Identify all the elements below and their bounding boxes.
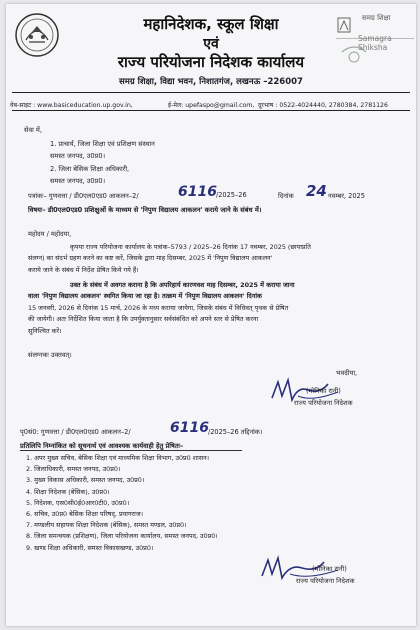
body-paragraph-1 bbox=[28, 242, 400, 276]
closing: भवदीया, bbox=[336, 369, 358, 377]
header-title-line2: एवं bbox=[203, 36, 219, 52]
copy-signer-title: राज्य परियोजना निदेशक bbox=[296, 577, 355, 585]
list-item: 8. जिला समन्वयक (प्रशिक्षण), जिला परियोजना कार्यालय, समस्त जनपद, उ0प्र0। bbox=[26, 532, 218, 541]
letter-page bbox=[6, 4, 416, 626]
list-item: 9. खण्ड शिक्षा अधिकारी, समस्त विकासखण्ड, उ0प्र0। bbox=[26, 543, 154, 552]
copy-reference-prefix: पृ0सं0: गुणवत्ता / डी0एल0एड0 आकलन–2/ bbox=[20, 428, 131, 436]
list-item: 1. अपर मुख्य सचिव, बेसिक शिक्षा एवं माध्यमिक शिक्षा विभाग, उ0प्र0 शासन। bbox=[26, 454, 210, 462]
to-label: सेवा में, bbox=[24, 126, 42, 134]
copy-reference-suffix: /2025–26 तद्दिनांक। bbox=[208, 428, 263, 436]
date-label: दिनांक bbox=[278, 192, 294, 200]
header-divider-top bbox=[12, 92, 410, 93]
paragraph-line: वाला 'निपुण विद्यालय आकलन' स्थगित किया जा रहा है। तत्क्रम में 'निपुण विद्यालय आकलन' दिनांक bbox=[28, 292, 262, 301]
salutation: महोदय / महोदया, bbox=[28, 230, 72, 238]
paragraph-line: 15 जनवरी, 2026 से दिनांक 15 मार्च, 2026 के मध्य कराया जायेगा, जिसके संबंध में विधिवत् पृथक से प्रेषित bbox=[28, 303, 289, 312]
contact-line bbox=[10, 100, 414, 109]
paragraph-line: कृपया राज्य परियोजना कार्यालय के पत्रांक–5793 / 2025–26 दिनांक 17 नवम्बर, 2025 (छायाप्रति bbox=[70, 243, 311, 251]
subject-line: विषयः– डी0एल0एड0 प्रशिक्षुओं के माध्यम से 'निपुण विद्यालय आकलन' कराये जाने के संबंध में। bbox=[28, 206, 262, 214]
signer-name: (मोनिका रानी) bbox=[306, 387, 341, 395]
paragraph-line: सुनिश्चित करें। bbox=[28, 326, 62, 335]
header-title-line1: महानिदेशक, स्कूल शिक्षा bbox=[143, 15, 279, 33]
phone-text: दूरभाष : 0522-4024440, 2780384, 2781126 bbox=[258, 102, 388, 109]
paragraph-line: संलग्न) का संदर्भ ग्रहण करने का कष्ट करें, जिसके द्वारा माह दिसम्बर, 2025 में 'निपुण विद्यालय आकलन' bbox=[28, 254, 273, 263]
list-item: 5. निदेशक, एस0सी0ई0आर0टी0, उ0प्र0। bbox=[26, 498, 130, 507]
header-address: समग्र शिक्षा, विद्या भवन, निशातगंज, लखनऊ –226007 bbox=[119, 77, 303, 87]
email-text: ई-मेल: upefaspo@gmail.com, bbox=[168, 102, 255, 109]
copy-intro-underline bbox=[20, 450, 242, 451]
recipient-line: समस्त जनपद, उ0प्र0। bbox=[50, 177, 106, 185]
reference-number-handwritten: 6116 bbox=[178, 184, 217, 200]
copy-signer-name: (मोनिका रानी) bbox=[312, 565, 347, 573]
brand-name-english: Samagra Shiksha bbox=[358, 34, 392, 52]
recipient-line: 2. जिला बेसिक शिक्षा अधिकारी, bbox=[50, 165, 130, 173]
list-item: 6. सचिव, उ0प्र0 बेसिक शिक्षा परिषद्, प्रयागराज। bbox=[26, 510, 143, 519]
date-day-handwritten: 24 bbox=[306, 182, 327, 200]
header-divider-bottom bbox=[12, 110, 410, 111]
body-paragraph-2 bbox=[28, 280, 400, 337]
paragraph-line: कराये जाने के संबंध में निर्देश प्रेषित किये गये हैं। bbox=[28, 265, 139, 274]
reference-prefix: पत्रांकः– गुणवत्ता / डी0एल0एड0 आकलन–2/ bbox=[28, 192, 139, 200]
enclosure-note: संलग्नकः उक्तवत्। bbox=[28, 351, 72, 359]
reference-suffix: /2025–26 bbox=[216, 191, 247, 199]
brand-name-hindi: समग्र शिक्षा bbox=[362, 14, 391, 22]
list-item: 3. मुख्य विकास अधिकारी, समस्त जनपद, उ0प्र0। bbox=[26, 476, 145, 485]
signer-title: राज्य परियोजना निदेशक bbox=[294, 399, 353, 407]
website-text: वेब-साइट : www.basiceducation.up.gov.in, bbox=[10, 102, 133, 109]
list-item: 2. जिलाधिकारी, समस्त जनपद, उ0प्र0। bbox=[26, 465, 121, 474]
recipient-line: समस्त जनपद, उ0प्र0। bbox=[50, 152, 106, 160]
paragraph-line: उक्त के संबंध में अवगत कराना है कि अपरिहार्य कारणवश माह दिसम्बर, 2025 में कराया जाना bbox=[70, 281, 295, 289]
list-item: 7. मण्डलीय सहायक शिक्षा निदेशक (बेसिक), समस्त मण्डल, उ0प्र0। bbox=[26, 521, 187, 530]
list-item: 4. शिक्षा निदेशक (बेसिक), उ0प्र0। bbox=[26, 487, 110, 496]
copy-list bbox=[26, 453, 406, 554]
header-title-line3: राज्य परियोजना निदेशक कार्यालय bbox=[117, 53, 305, 71]
copy-intro: प्रतिलिपि निम्नांकित को सूचनार्थ एवं आवश्यक कार्यवाही हेतु प्रेषितः– bbox=[20, 442, 184, 450]
copy-reference-number-handwritten: 6116 bbox=[170, 420, 209, 436]
date-month-year: नवम्बर, 2025 bbox=[328, 192, 365, 200]
recipient-line: 1. प्राचार्य, जिला शिक्षा एवं प्रशिक्षण संस्थान bbox=[50, 140, 155, 148]
paragraph-line: की जायेगी। अतः निर्देशित किया जाता है कि उपर्युक्तानुसार सर्वसंबंधित को अपने स्तर से प्रेषित करना bbox=[28, 315, 259, 324]
